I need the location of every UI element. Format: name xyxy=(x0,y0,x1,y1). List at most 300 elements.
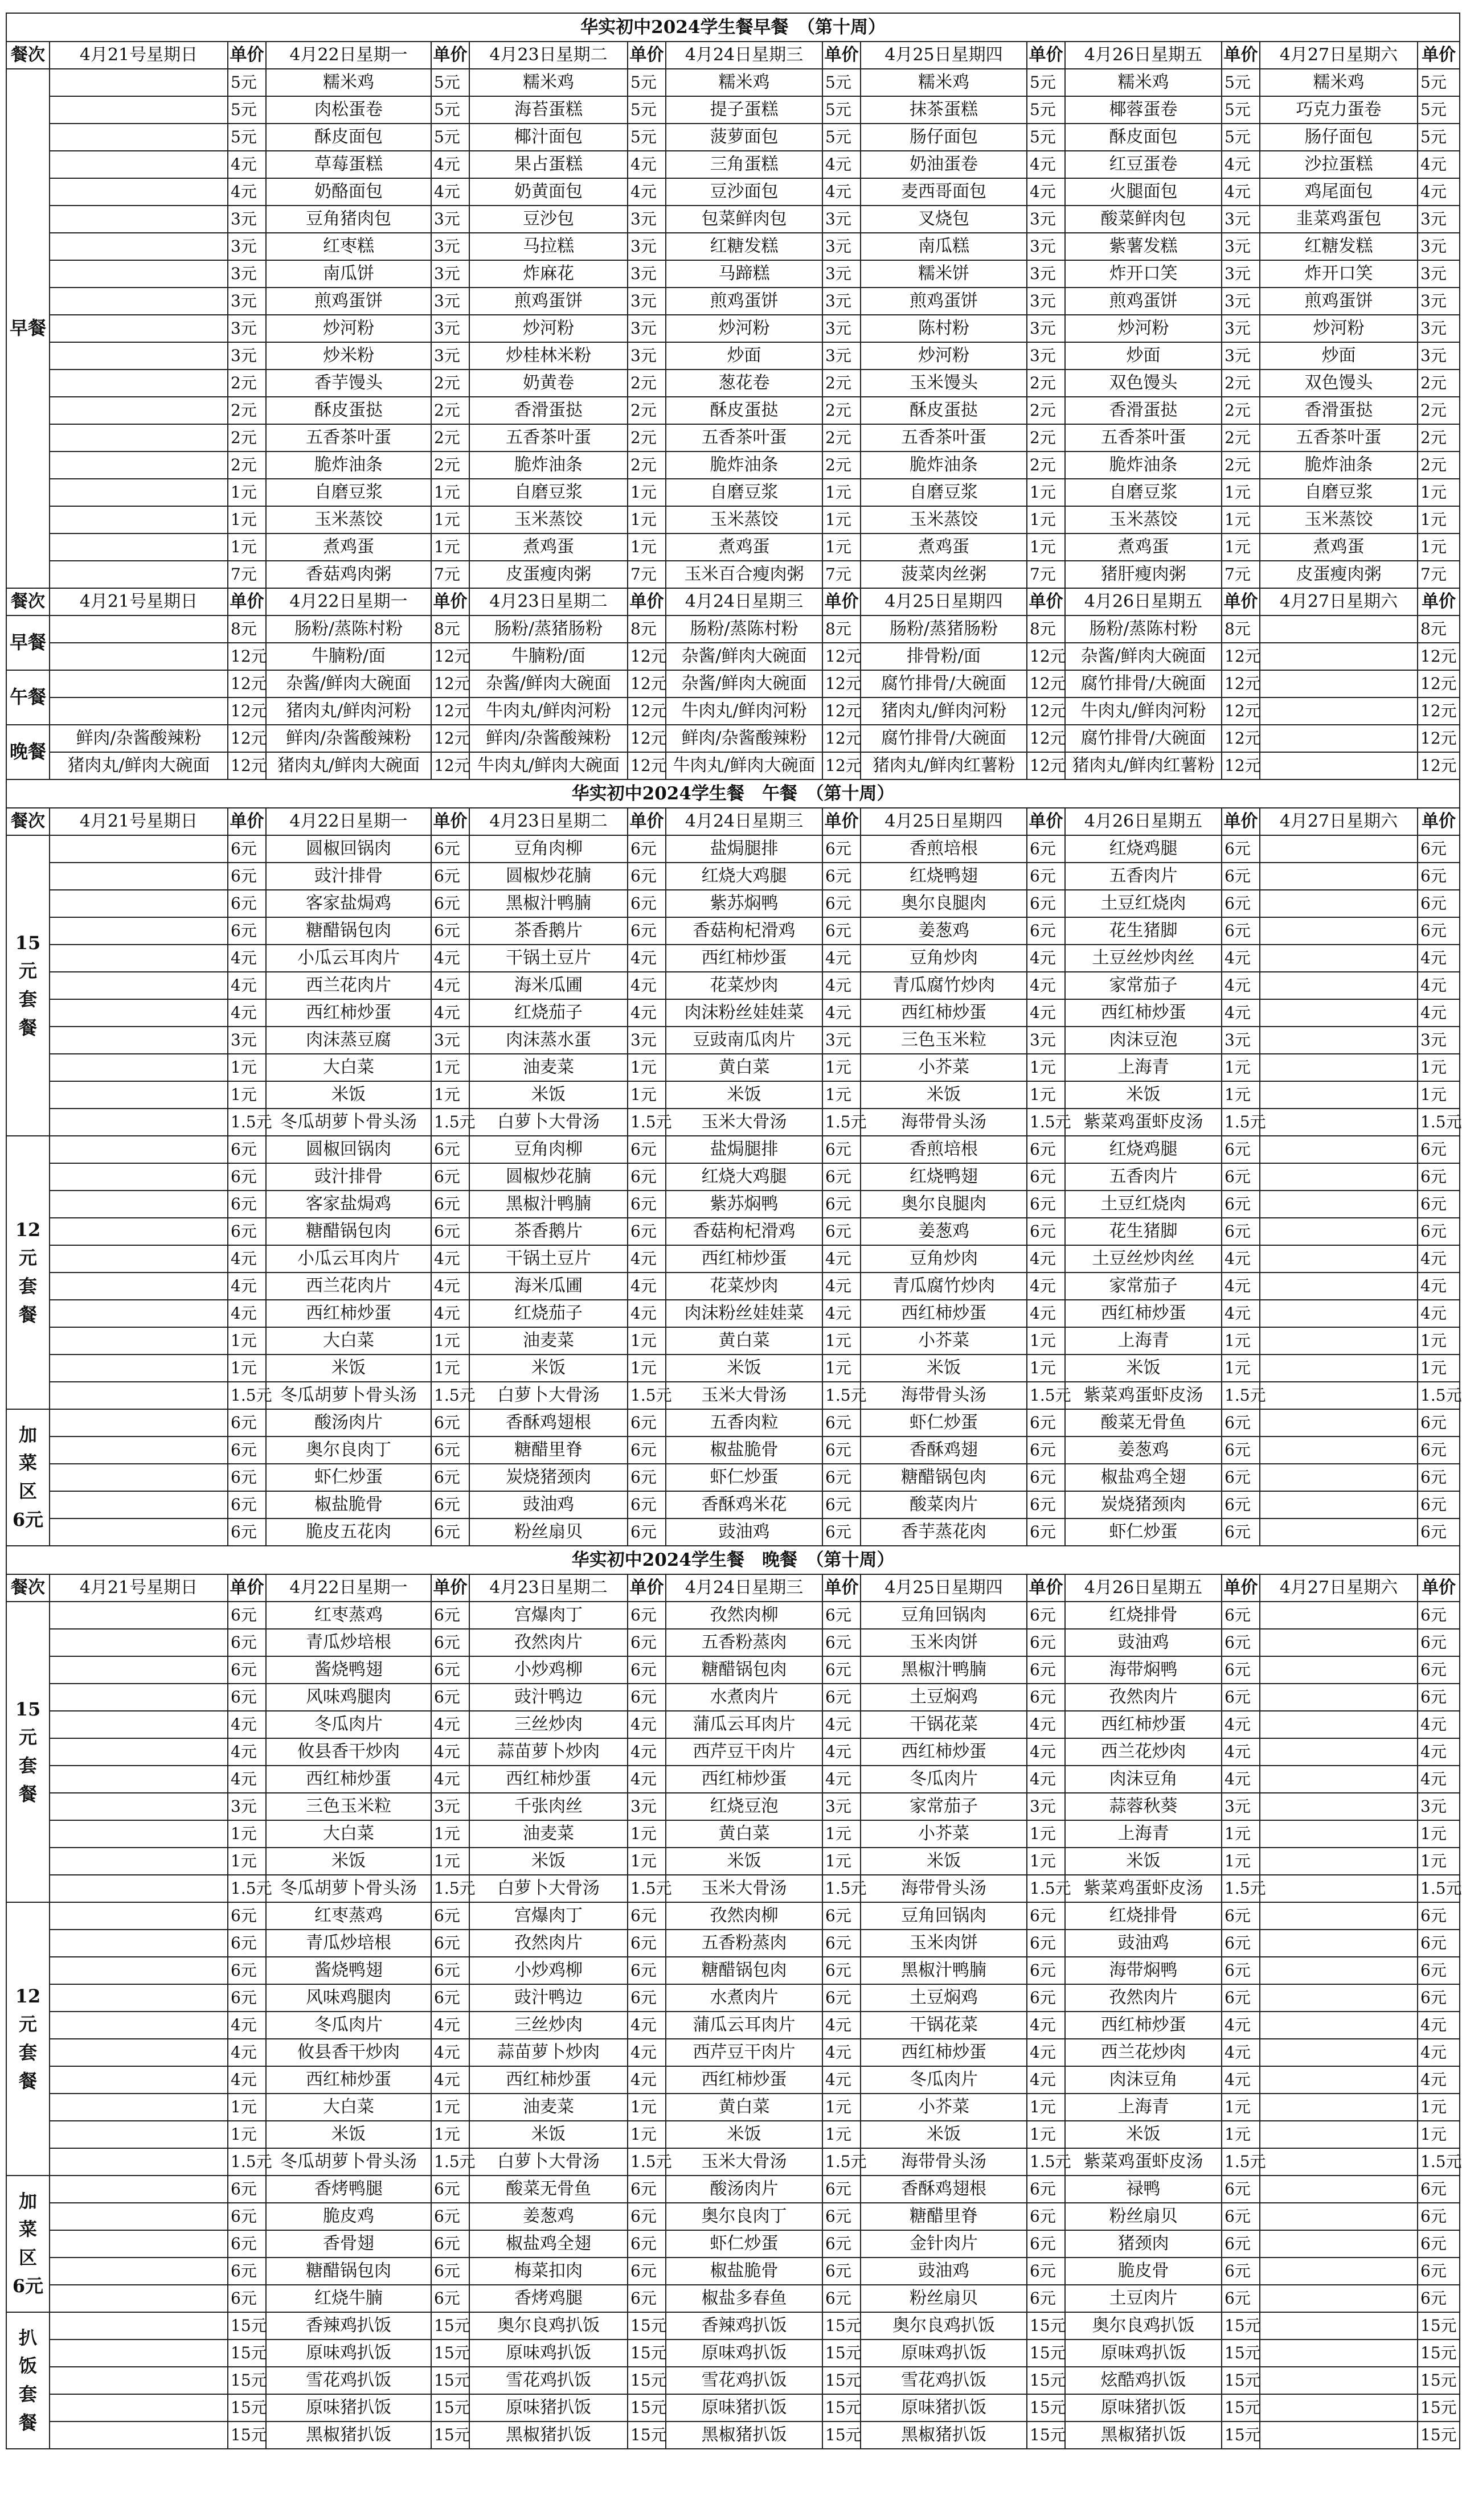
dish-cell: 糯米鸡 xyxy=(266,69,431,96)
dish-cell: 冬瓜肉片 xyxy=(861,1766,1027,1793)
price-cell: 4元 xyxy=(1418,2039,1460,2066)
price-cell: 3元 xyxy=(822,288,861,315)
day-column-header: 4月24日星期三 xyxy=(666,588,822,615)
price-cell: 5元 xyxy=(628,69,666,96)
dish-cell xyxy=(50,1766,228,1793)
dish-cell: 油麦菜 xyxy=(469,1054,628,1081)
dish-cell: 糖醋锅包肉 xyxy=(666,1656,822,1684)
dish-cell: 米饭 xyxy=(1065,1848,1222,1875)
menu-row xyxy=(6,206,1460,233)
price-cell: 6元 xyxy=(1027,1437,1065,1464)
price-cell: 4元 xyxy=(1027,972,1065,999)
dish-cell: 鸡尾面包 xyxy=(1260,178,1418,206)
dish-cell: 炒面 xyxy=(1260,342,1418,370)
dish-cell: 酥皮蛋挞 xyxy=(861,397,1027,424)
dish-cell: 肉沫豆角 xyxy=(1065,1766,1222,1793)
meal-category-text: 早餐 xyxy=(9,317,46,339)
dish-cell: 三丝炒肉 xyxy=(469,2012,628,2039)
price-cell: 6元 xyxy=(228,1930,266,1957)
price-cell: 3元 xyxy=(431,315,469,342)
price-cell: 2元 xyxy=(628,397,666,424)
price-cell: 4元 xyxy=(628,2039,666,2066)
day-column-header: 4月25日星期四 xyxy=(861,808,1027,835)
price-cell: 4元 xyxy=(628,1766,666,1793)
dish-cell xyxy=(50,945,228,972)
price-cell: 3元 xyxy=(1418,1793,1460,1820)
dish-cell: 椰蓉蛋卷 xyxy=(1065,96,1222,124)
price-cell: 1元 xyxy=(628,1054,666,1081)
price-cell: 1元 xyxy=(431,479,469,506)
dish-cell: 玉米肉饼 xyxy=(861,1629,1027,1656)
dish-cell: 红烧鸡腿 xyxy=(1065,1136,1222,1163)
dish-cell: 蒜苗萝卜炒肉 xyxy=(469,2039,628,2066)
day-column-header: 4月25日星期四 xyxy=(861,42,1027,69)
dish-cell: 原味鸡扒饭 xyxy=(1065,2340,1222,2367)
dish-cell xyxy=(1260,2148,1418,2176)
dish-cell: 猪肉丸/鲜肉红薯粉 xyxy=(1065,752,1222,779)
price-cell: 6元 xyxy=(628,2285,666,2312)
dish-cell: 土豆焖鸡 xyxy=(861,1684,1027,1711)
price-cell: 3元 xyxy=(628,342,666,370)
dish-cell: 煮鸡蛋 xyxy=(469,533,628,561)
dish-cell xyxy=(50,890,228,917)
price-cell: 6元 xyxy=(228,835,266,863)
section-title: 华实初中2024学生餐早餐 （第十周） xyxy=(6,13,1460,42)
price-cell: 12元 xyxy=(1418,670,1460,697)
dish-cell: 豉汁排骨 xyxy=(266,1163,431,1191)
price-cell: 1.5元 xyxy=(228,2148,266,2176)
price-cell: 15元 xyxy=(822,2394,861,2422)
dish-cell: 五香粉蒸肉 xyxy=(666,1930,822,1957)
price-cell: 4元 xyxy=(628,1300,666,1327)
menu-row xyxy=(6,424,1460,452)
day-column-header: 4月21号星期日 xyxy=(50,1574,228,1602)
menu-table xyxy=(6,13,1460,2449)
dish-cell: 虾仁炒蛋 xyxy=(666,1464,822,1491)
dish-cell: 红枣蒸鸡 xyxy=(266,1602,431,1629)
menu-row xyxy=(6,1355,1460,1382)
day-column-header: 4月21号星期日 xyxy=(50,808,228,835)
dish-cell: 小瓜云耳肉片 xyxy=(266,1245,431,1273)
dish-cell: 玉米蒸饺 xyxy=(266,506,431,533)
dish-cell: 海带骨头汤 xyxy=(861,1109,1027,1136)
meal-category-text: 菜 xyxy=(18,1452,37,1474)
price-cell: 6元 xyxy=(228,890,266,917)
dish-cell xyxy=(50,2285,228,2312)
price-cell: 6元 xyxy=(1222,1163,1260,1191)
price-cell: 6元 xyxy=(431,1409,469,1437)
menu-row xyxy=(6,752,1460,779)
dish-cell xyxy=(50,2394,228,2422)
dish-cell xyxy=(50,1027,228,1054)
dish-cell xyxy=(50,2121,228,2148)
dish-cell: 玉米百合瘦肉粥 xyxy=(666,561,822,588)
dish-cell: 椰汁面包 xyxy=(469,124,628,151)
price-cell: 6元 xyxy=(1027,1136,1065,1163)
dish-cell: 奥尔良肉丁 xyxy=(266,1437,431,1464)
price-cell: 4元 xyxy=(822,1738,861,1766)
dish-cell xyxy=(50,1218,228,1245)
dish-cell xyxy=(1260,2012,1418,2039)
price-cell: 6元 xyxy=(431,917,469,945)
price-column-header: 单价 xyxy=(1222,1574,1260,1602)
dish-cell: 虾仁炒蛋 xyxy=(666,2230,822,2258)
dish-cell: 自磨豆浆 xyxy=(666,479,822,506)
price-column-header: 单价 xyxy=(1418,1574,1460,1602)
price-cell: 4元 xyxy=(822,999,861,1027)
dish-cell: 三丝炒肉 xyxy=(469,1711,628,1738)
day-column-header: 4月26日星期五 xyxy=(1065,42,1222,69)
dish-cell: 菠萝面包 xyxy=(666,124,822,151)
dish-cell: 紫菜鸡蛋虾皮汤 xyxy=(1065,1109,1222,1136)
price-cell: 5元 xyxy=(628,96,666,124)
dish-cell: 红枣蒸鸡 xyxy=(266,1902,431,1930)
dish-cell: 米饭 xyxy=(266,1081,431,1109)
price-column-header: 单价 xyxy=(1418,42,1460,69)
dish-cell: 圆椒回锅肉 xyxy=(266,1136,431,1163)
dish-cell: 炒面 xyxy=(666,342,822,370)
price-cell: 1元 xyxy=(1418,1327,1460,1355)
price-cell: 2元 xyxy=(1027,397,1065,424)
price-cell: 3元 xyxy=(228,288,266,315)
dish-cell: 蒲瓜云耳肉片 xyxy=(666,2012,822,2039)
price-cell: 12元 xyxy=(1222,643,1260,670)
dish-cell: 米饭 xyxy=(1065,2121,1222,2148)
price-cell: 5元 xyxy=(1027,69,1065,96)
price-cell: 4元 xyxy=(628,1711,666,1738)
dish-cell: 大白菜 xyxy=(266,1820,431,1848)
price-cell: 6元 xyxy=(1222,1191,1260,1218)
menu-row xyxy=(6,1957,1460,1984)
price-cell: 4元 xyxy=(431,1766,469,1793)
dish-cell xyxy=(1260,1355,1418,1382)
dish-cell: 糯米饼 xyxy=(861,260,1027,288)
price-cell: 1元 xyxy=(1222,1327,1260,1355)
dish-cell xyxy=(50,1738,228,1766)
dish-cell xyxy=(50,2367,228,2394)
dish-cell: 酥皮蛋挞 xyxy=(666,397,822,424)
price-column-header: 单价 xyxy=(628,1574,666,1602)
price-cell: 4元 xyxy=(1418,1738,1460,1766)
dish-cell xyxy=(50,151,228,178)
dish-cell: 叉烧包 xyxy=(861,206,1027,233)
dish-cell: 原味鸡扒饭 xyxy=(469,2340,628,2367)
menu-row xyxy=(6,2230,1460,2258)
price-cell: 1.5元 xyxy=(1027,1382,1065,1409)
price-cell: 3元 xyxy=(822,1793,861,1820)
price-cell: 12元 xyxy=(628,670,666,697)
dish-cell: 煮鸡蛋 xyxy=(266,533,431,561)
price-cell: 1元 xyxy=(431,2121,469,2148)
dish-cell xyxy=(1260,1738,1418,1766)
price-cell: 6元 xyxy=(1418,890,1460,917)
price-cell: 6元 xyxy=(822,1629,861,1656)
dish-cell: 小芥菜 xyxy=(861,1820,1027,1848)
dish-cell xyxy=(1260,1629,1418,1656)
price-cell: 3元 xyxy=(822,342,861,370)
price-cell: 12元 xyxy=(628,643,666,670)
price-cell: 6元 xyxy=(431,1684,469,1711)
price-cell: 1元 xyxy=(822,1327,861,1355)
dish-cell: 煎鸡蛋饼 xyxy=(861,288,1027,315)
dish-cell: 黑椒汁鸭腩 xyxy=(861,1957,1027,1984)
dish-cell: 自磨豆浆 xyxy=(266,479,431,506)
dish-cell: 三色玉米粒 xyxy=(861,1027,1027,1054)
dish-cell: 麦西哥面包 xyxy=(861,178,1027,206)
meal-category-label xyxy=(6,615,50,670)
price-cell: 3元 xyxy=(628,233,666,260)
price-cell: 1.5元 xyxy=(1027,1109,1065,1136)
price-cell: 3元 xyxy=(628,260,666,288)
dish-cell: 牛肉丸/鲜肉大碗面 xyxy=(469,752,628,779)
price-cell: 6元 xyxy=(822,1409,861,1437)
price-cell: 1元 xyxy=(822,506,861,533)
price-cell: 6元 xyxy=(1418,2230,1460,2258)
menu-row xyxy=(6,2039,1460,2066)
price-cell: 6元 xyxy=(822,2230,861,2258)
price-cell: 1元 xyxy=(628,506,666,533)
meal-category-label xyxy=(6,835,50,1136)
dish-cell: 蒜蓉秋葵 xyxy=(1065,1793,1222,1820)
dish-cell xyxy=(50,1711,228,1738)
price-cell: 15元 xyxy=(228,2312,266,2340)
price-cell: 12元 xyxy=(228,670,266,697)
price-cell: 6元 xyxy=(228,1191,266,1218)
dish-cell: 紫苏焖鸭 xyxy=(666,890,822,917)
dish-cell: 冬瓜肉片 xyxy=(266,2012,431,2039)
price-cell: 6元 xyxy=(1027,1902,1065,1930)
price-cell: 12元 xyxy=(1222,670,1260,697)
dish-cell: 西红柿炒蛋 xyxy=(1065,999,1222,1027)
dish-cell: 葱花卷 xyxy=(666,370,822,397)
price-cell: 6元 xyxy=(431,1464,469,1491)
menu-row xyxy=(6,1273,1460,1300)
price-column-header: 单价 xyxy=(431,588,469,615)
price-cell: 4元 xyxy=(431,972,469,999)
dish-cell: 红枣糕 xyxy=(266,233,431,260)
dish-cell: 酸菜鲜肉包 xyxy=(1065,206,1222,233)
price-cell: 1.5元 xyxy=(1418,2148,1460,2176)
dish-cell: 豆角炒肉 xyxy=(861,945,1027,972)
price-cell: 1.5元 xyxy=(628,1382,666,1409)
price-cell: 1元 xyxy=(1418,1848,1460,1875)
price-cell: 1元 xyxy=(628,2121,666,2148)
dish-cell xyxy=(50,615,228,643)
price-cell: 12元 xyxy=(1027,752,1065,779)
dish-cell xyxy=(1260,1382,1418,1409)
dish-cell: 西兰花炒肉 xyxy=(1065,2039,1222,2066)
dish-cell: 客家盐焗鸡 xyxy=(266,890,431,917)
dish-cell: 炒河粉 xyxy=(861,342,1027,370)
price-cell: 4元 xyxy=(431,945,469,972)
price-cell: 3元 xyxy=(228,315,266,342)
price-cell: 1元 xyxy=(822,1054,861,1081)
price-cell: 4元 xyxy=(1418,2066,1460,2094)
price-cell: 4元 xyxy=(1222,972,1260,999)
dish-cell: 煮鸡蛋 xyxy=(1260,533,1418,561)
price-cell: 3元 xyxy=(1027,288,1065,315)
price-cell: 6元 xyxy=(1222,890,1260,917)
dish-cell xyxy=(50,1245,228,1273)
dish-cell xyxy=(50,2148,228,2176)
dish-cell: 马蹄糕 xyxy=(666,260,822,288)
menu-row xyxy=(6,69,1460,96)
dish-cell: 双色馒头 xyxy=(1065,370,1222,397)
price-cell: 3元 xyxy=(1418,206,1460,233)
price-cell: 4元 xyxy=(1027,2012,1065,2039)
dish-cell: 牛肉丸/鲜肉河粉 xyxy=(666,697,822,725)
price-cell: 4元 xyxy=(431,151,469,178)
price-cell: 6元 xyxy=(1027,1518,1065,1546)
price-cell: 2元 xyxy=(431,370,469,397)
price-cell: 4元 xyxy=(628,1738,666,1766)
dish-cell: 猪颈肉 xyxy=(1065,2230,1222,2258)
dish-cell: 海带骨头汤 xyxy=(861,1875,1027,1902)
price-cell: 4元 xyxy=(628,972,666,999)
dish-cell: 香辣鸡扒饭 xyxy=(666,2312,822,2340)
price-cell: 4元 xyxy=(1418,945,1460,972)
dish-cell xyxy=(1260,1218,1418,1245)
dish-cell: 冬瓜肉片 xyxy=(861,2066,1027,2094)
dish-cell xyxy=(1260,1245,1418,1273)
price-cell: 3元 xyxy=(822,233,861,260)
price-column-header: 单价 xyxy=(1027,588,1065,615)
dish-cell: 猪肉丸/鲜肉红薯粉 xyxy=(861,752,1027,779)
dish-cell: 香芋馒头 xyxy=(266,370,431,397)
dish-cell: 沙拉蛋糕 xyxy=(1260,151,1418,178)
day-column-header: 4月22日星期一 xyxy=(266,588,431,615)
dish-cell: 红烧大鸡腿 xyxy=(666,1163,822,1191)
price-cell: 6元 xyxy=(431,1163,469,1191)
meal-category-text: 扒 xyxy=(18,2326,37,2349)
dish-cell: 雪花鸡扒饭 xyxy=(861,2367,1027,2394)
dish-cell: 糖醋锅包肉 xyxy=(266,1218,431,1245)
menu-row xyxy=(6,1875,1460,1902)
price-cell: 3元 xyxy=(1027,342,1065,370)
price-cell: 6元 xyxy=(228,2285,266,2312)
menu-row xyxy=(6,1930,1460,1957)
dish-cell: 水煮肉片 xyxy=(666,1684,822,1711)
dish-cell: 冬瓜胡萝卜骨头汤 xyxy=(266,1382,431,1409)
dish-cell: 炭烧猪颈肉 xyxy=(1065,1491,1222,1518)
dish-cell xyxy=(50,1054,228,1081)
dish-cell: 海米瓜圃 xyxy=(469,1273,628,1300)
dish-cell: 香酥鸡米花 xyxy=(666,1491,822,1518)
dish-cell: 酥皮面包 xyxy=(266,124,431,151)
dish-cell: 米饭 xyxy=(861,1848,1027,1875)
dish-cell: 香烤鸡腿 xyxy=(469,2285,628,2312)
meal-category-text: 加 xyxy=(18,1423,37,1446)
dish-cell: 米饭 xyxy=(469,2121,628,2148)
price-cell: 1元 xyxy=(228,1054,266,1081)
dish-cell: 西红柿炒蛋 xyxy=(1065,1300,1222,1327)
dish-cell xyxy=(50,2012,228,2039)
price-cell: 4元 xyxy=(431,2066,469,2094)
price-cell: 2元 xyxy=(822,452,861,479)
menu-row xyxy=(6,1081,1460,1109)
price-cell: 5元 xyxy=(1027,124,1065,151)
menu-row xyxy=(6,2094,1460,2121)
price-cell: 6元 xyxy=(228,1437,266,1464)
menu-row xyxy=(6,1136,1460,1163)
price-cell: 1.5元 xyxy=(431,2148,469,2176)
meal-category-text: 15 xyxy=(15,1698,41,1720)
price-cell: 1元 xyxy=(1418,2121,1460,2148)
price-cell: 1元 xyxy=(1418,1081,1460,1109)
price-cell: 1元 xyxy=(822,533,861,561)
meal-category-text: 餐 xyxy=(18,2411,37,2433)
price-cell: 4元 xyxy=(431,999,469,1027)
menu-row xyxy=(6,124,1460,151)
price-cell: 6元 xyxy=(628,1656,666,1684)
price-column-header: 单价 xyxy=(822,42,861,69)
price-cell: 6元 xyxy=(431,2203,469,2230)
dish-cell: 马拉糕 xyxy=(469,233,628,260)
price-cell: 3元 xyxy=(1222,206,1260,233)
price-cell: 6元 xyxy=(1418,1957,1460,1984)
dish-cell xyxy=(1260,2094,1418,2121)
dish-cell xyxy=(1260,1081,1418,1109)
price-cell: 5元 xyxy=(431,69,469,96)
meal-category-text: 套 xyxy=(18,2383,37,2405)
section-title: 华实初中2024学生餐 晚餐 （第十周） xyxy=(6,1546,1460,1574)
meal-category-label xyxy=(6,69,50,588)
dish-cell xyxy=(1260,1957,1418,1984)
price-cell: 4元 xyxy=(1222,2066,1260,2094)
price-cell: 6元 xyxy=(431,863,469,890)
dish-cell: 肉沫豆泡 xyxy=(1065,1027,1222,1054)
price-cell: 4元 xyxy=(431,1738,469,1766)
dish-cell: 香滑蛋挞 xyxy=(469,397,628,424)
price-cell: 2元 xyxy=(431,424,469,452)
price-cell: 6元 xyxy=(822,1437,861,1464)
price-cell: 4元 xyxy=(1418,972,1460,999)
menu-row xyxy=(6,178,1460,206)
dish-cell: 鲜肉/杂酱酸辣粉 xyxy=(666,725,822,752)
dish-cell xyxy=(50,1464,228,1491)
dish-cell: 黑椒猪扒饭 xyxy=(666,2422,822,2449)
dish-cell xyxy=(50,260,228,288)
price-cell: 6元 xyxy=(431,1629,469,1656)
dish-cell: 西红柿炒蛋 xyxy=(861,1300,1027,1327)
dish-cell xyxy=(50,96,228,124)
dish-cell: 肉松蛋卷 xyxy=(266,96,431,124)
price-cell: 2元 xyxy=(1222,397,1260,424)
dish-cell xyxy=(50,2039,228,2066)
dish-cell: 肉沫粉丝娃娃菜 xyxy=(666,1300,822,1327)
dish-cell xyxy=(50,1273,228,1300)
dish-cell: 椒盐多春鱼 xyxy=(666,2285,822,2312)
price-cell: 12元 xyxy=(431,752,469,779)
price-cell: 15元 xyxy=(1027,2422,1065,2449)
price-cell: 4元 xyxy=(228,1738,266,1766)
menu-row xyxy=(6,342,1460,370)
menu-row xyxy=(6,2148,1460,2176)
price-cell: 6元 xyxy=(822,1656,861,1684)
dish-cell: 油麦菜 xyxy=(469,1820,628,1848)
price-cell: 6元 xyxy=(1027,835,1065,863)
price-cell: 6元 xyxy=(1027,1602,1065,1629)
meal-column-header: 餐次 xyxy=(6,1574,50,1602)
dish-cell: 包菜鲜肉包 xyxy=(666,206,822,233)
dish-cell xyxy=(1260,1409,1418,1437)
price-cell: 5元 xyxy=(822,124,861,151)
price-cell: 1.5元 xyxy=(822,1382,861,1409)
dish-cell: 陈村粉 xyxy=(861,315,1027,342)
meal-category-label xyxy=(6,670,50,725)
price-cell: 1元 xyxy=(431,1848,469,1875)
dish-cell: 雪花鸡扒饭 xyxy=(266,2367,431,2394)
